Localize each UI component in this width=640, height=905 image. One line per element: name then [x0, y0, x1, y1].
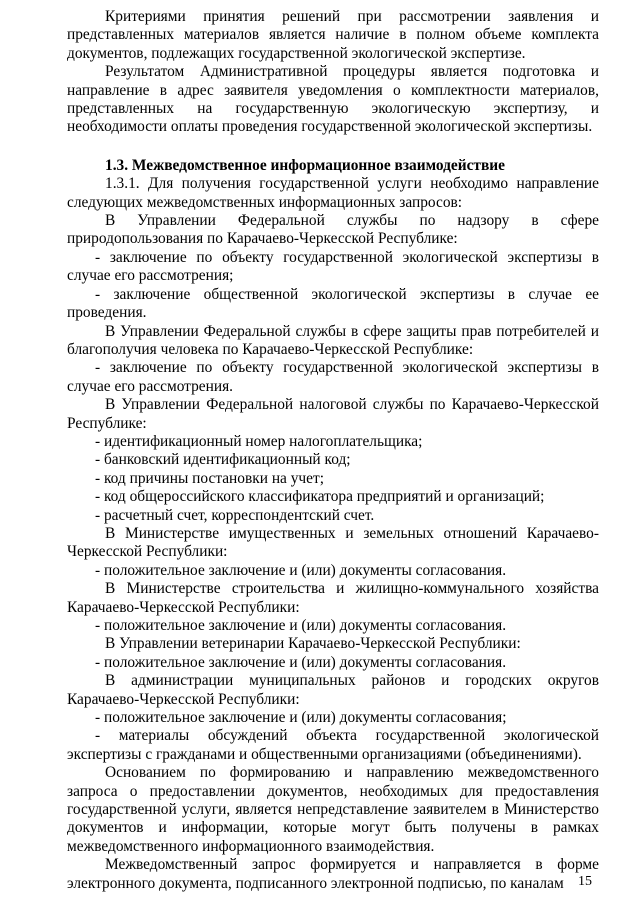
list-item: - идентификационный номер налогоплательщика;	[95, 432, 423, 450]
list-item: - положительное заключение и (или) документы согласования;	[95, 709, 507, 727]
request-list	[67, 212, 599, 893]
page-content	[67, 8, 599, 893]
list-heading: В Управлении ветеринарии Карачаево-Черкесской Республики:	[105, 635, 521, 653]
list-heading: Межведомственный запрос формируется и направляется в форме электронного документа, подписанного электронной подписью, по каналам	[67, 856, 599, 892]
list-heading: В администрации муниципальных районов и городских округов Карачаево-Черкесской Республики:	[67, 672, 599, 708]
list-item: - положительное заключение и (или) документы согласования.	[95, 617, 507, 634]
paragraph-criteria: Критериями принятия решений при рассмотрении заявления и представленных материалов является наличие в полном объеме комплекта документов, подлежащих государственной экологической экспертизе.	[67, 8, 599, 62]
list-item: - материалы обсуждений объекта государственной экологической экспертизы с гражданами и общественными организациями (объединениями).	[67, 727, 599, 763]
list-heading: В Управлении Федеральной налоговой службы по Карачаево-Черкесской Республике:	[67, 396, 599, 432]
list-item: - положительное заключение и (или) документы согласования.	[95, 561, 507, 579]
list-item: - код причины постановки на учет;	[95, 469, 325, 487]
list-heading: В Министерстве имущественных и земельных отношений Карачаево-Черкесской Республики:	[67, 524, 599, 561]
list-item: - заключение по объекту государственной экологической экспертизы в случае его рассмотрения;	[67, 248, 599, 285]
list-item: - положительное заключение и (или) документы согласования.	[95, 653, 507, 671]
list-item: - расчетный счет, корреспондентский счет.	[95, 506, 375, 524]
list-item: - код общероссийского классификатора предприятий и организаций;	[95, 488, 545, 506]
list-item: - заключение по объекту государственной экологической экспертизы в случае его рассмотрения.	[67, 359, 599, 395]
spacer	[67, 137, 599, 157]
list-heading: В Министерстве строительства и жилищно-коммунального хозяйства Карачаево-Черкесской Республики:	[67, 580, 599, 616]
list-heading: В Управлении Федеральной службы по надзору в сфере природопользования по Карачаево-Черкесской Республике:	[67, 212, 599, 248]
paragraph-intro: 1.3.1. Для получения государственной услуги необходимо направление следующих межведомственных информационных запросов:	[67, 175, 599, 211]
page-number: 15	[578, 874, 592, 889]
section-title: 1.3. Межведомственное информационное взаимодействие	[105, 156, 505, 174]
list-heading: Основанием по формированию и направлению межведомственного запроса о предоставлении документов, необходимых для предоставления государственной услуги, является непредставление заявителем в Министерство документов и информации, которые могут быть получены в рамках межведомственного информационного взаимодействия.	[67, 764, 599, 855]
paragraph-result: Результатом Административной процедуры является подготовка и направление в адрес заявителя уведомления о комплектности материалов, представленных на государственную экологическую экспертизу, и необходимости оплаты проведения государственной экологической экспертизы.	[67, 63, 599, 136]
list-item: - банковский идентификационный код;	[95, 451, 351, 469]
list-heading: В Управлении Федеральной службы в сфере защиты прав потребителей и благополучия человека по Карачаево-Черкесской Республике:	[67, 322, 599, 358]
list-item: - заключение общественной экологической экспертизы в случае ее проведения.	[67, 285, 599, 322]
